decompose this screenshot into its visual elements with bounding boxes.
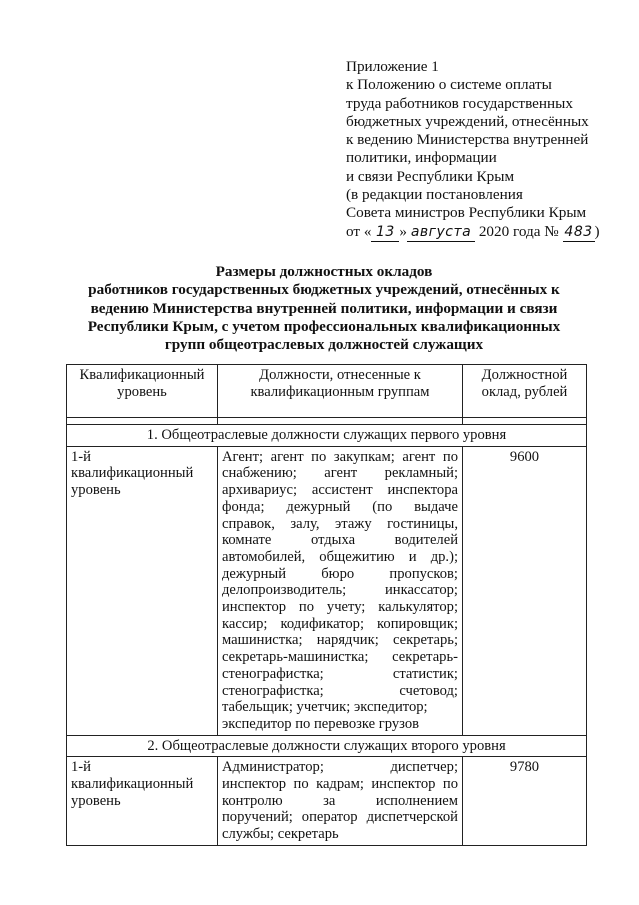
handwritten-month: августа — [407, 223, 475, 242]
positions-cell: Администратор; диспетчер; инспектор по кадрам; инспектор по контролю за исполнением поручений; оператор диспетчерской службы; секретарь — [218, 757, 463, 846]
section-title-row — [67, 735, 587, 757]
salary-table — [66, 364, 587, 846]
section-title-row — [67, 425, 587, 447]
date-prefix: от « — [346, 222, 372, 240]
appendix-line: Совета министров Республики Крым — [346, 204, 587, 222]
salary-cell: 9780 — [463, 757, 587, 846]
appendix-block — [346, 58, 606, 242]
salary-cell: 9600 — [463, 446, 587, 735]
header-spacer-row — [67, 418, 587, 425]
handwritten-number: 483 — [563, 223, 595, 242]
level-cell: 1-й квалификационный уровень — [67, 757, 218, 846]
header-salary: Должностной оклад, рублей — [463, 365, 587, 418]
appendix-line: к ведению Министерства внутренней — [346, 131, 589, 149]
title-line: Размеры должностных окладов — [215, 263, 433, 280]
positions-text: Агент; агент по закупкам; агент по снабжению; агент рекламный; архивариус; ассистент инспектора фонда; дежурный (по выдаче справок, залу, этажу гостиницы, комнате отдыха водителей автомобилей, общежитию и др.); дежурный бюро пропусков; делопроизводитель; инкассатор; инспектор по учету; калькулятор; кассир; кодификатор; копировщик; машинистка; нарядчик; секретарь; секретарь-машинистка; секретарь-стенографистка; статистик; стенографистка; счетовод; табельщик; учетчик; экспедитор; — [222, 448, 458, 716]
appendix-line: и связи Республики Крым — [346, 167, 515, 185]
date-year: 2020 года № — [478, 222, 559, 240]
level-cell: 1-й квалификационный уровень — [67, 446, 218, 735]
header-positions: Должности, отнесенные к квалификационным группам — [218, 365, 463, 418]
appendix-line: бюджетных учреждений, отнесённых — [346, 112, 589, 130]
appendix-line: (в редакции постановления — [346, 186, 523, 204]
appendix-line: к Положению о системе оплаты — [346, 76, 552, 94]
date-close: ) — [594, 222, 600, 240]
appendix-line: Приложение 1 — [346, 58, 439, 75]
section-title: 2. Общеотраслевые должности служащих второго уровня — [67, 735, 587, 757]
positions-text-last: экспедитор по перевозке грузов — [222, 715, 420, 732]
table-row — [67, 446, 587, 735]
header-level: Квалификационный уровень — [67, 365, 218, 418]
title-line: ведению Министерства внутренней политики, информации и связи — [90, 299, 558, 317]
table-header-row — [67, 365, 587, 418]
positions-cell — [218, 446, 463, 735]
title-line: работников государственных бюджетных учреждений, отнесённых к — [88, 281, 560, 299]
title-line: Республики Крым, с учетом профессиональных квалификационных — [87, 317, 561, 335]
title-line: групп общеотраслевых должностей служащих — [164, 336, 484, 354]
date-mid: » — [399, 222, 408, 240]
section-title: 1. Общеотраслевые должности служащих первого уровня — [67, 425, 587, 447]
appendix-line: политики, информации — [346, 149, 497, 167]
handwritten-day: 13 — [371, 223, 399, 242]
table-row — [67, 757, 587, 846]
document-title — [68, 263, 580, 354]
appendix-line: труда работников государственных — [346, 94, 573, 112]
appendix-date-line — [346, 223, 606, 242]
